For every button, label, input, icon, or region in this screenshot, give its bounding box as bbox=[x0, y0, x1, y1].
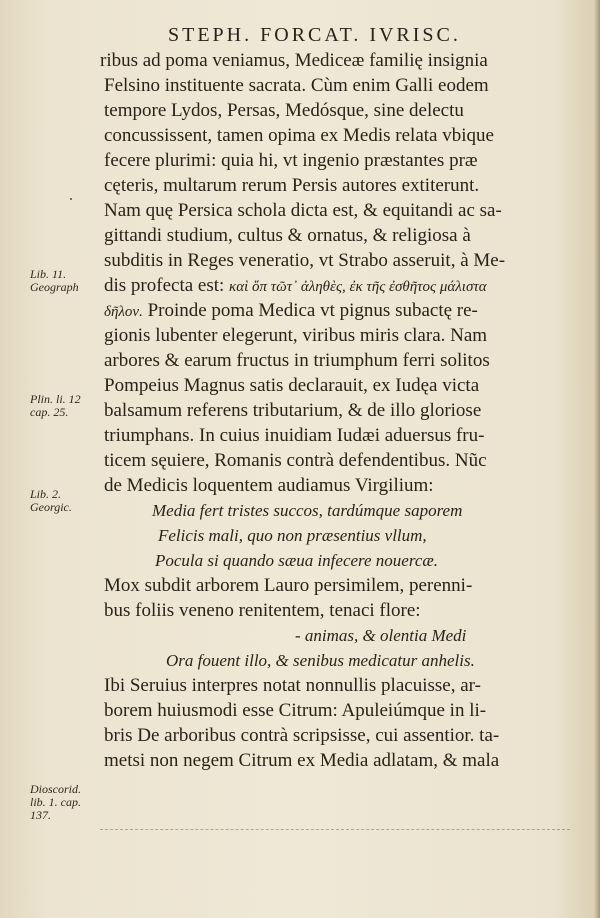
text-line: Pompeius Magnus satis declarauit, ex Iudęa victa bbox=[104, 375, 480, 396]
text-line: borem huiusmodi esse Citrum: Apuleiúmque in li- bbox=[104, 700, 487, 721]
marginal-note-strabo bbox=[30, 268, 102, 294]
running-header: STEPH. FORCAT. IVRISC. bbox=[168, 24, 461, 46]
text-line: ticem sęuiere, Romanis contrà defendentibus. Nũc bbox=[104, 450, 487, 471]
text-line: Nam quę Persica schola dicta est, & equitandi ac sa- bbox=[104, 200, 502, 221]
text-line: triumphans. In cuius inuidiam Iudæi aduersus fru- bbox=[104, 425, 485, 446]
marginal-note-pliny bbox=[30, 393, 102, 419]
bottom-rule bbox=[100, 829, 570, 830]
marginal-note-line: Georgic. bbox=[30, 500, 72, 514]
text-segment: dis profecta est: bbox=[104, 275, 225, 296]
text-line: metsi non negem Citrum ex Media adlatam, & mala bbox=[104, 750, 500, 771]
main-text-block bbox=[100, 48, 570, 773]
text-line: arbores & earum fructus in triumphum ferri solitos bbox=[104, 350, 490, 371]
text-line: subditis in Reges veneratio, vt Strabo asseruit, à Me- bbox=[104, 250, 506, 271]
text-line: Felsino instituente sacrata. Cùm enim Galli eodem bbox=[104, 75, 489, 96]
verse-line: Pocula si quando sæua infecere nouercæ. bbox=[155, 551, 438, 570]
marginal-note-line: lib. 1. cap. bbox=[30, 795, 81, 809]
greek-quotation: καὶ ὅπ τῶτ᾽ ἀληθὲς, ἐκ τῆς ἐσθῆτος μάλιστα bbox=[229, 279, 487, 295]
marginal-note-line: Geograph bbox=[30, 280, 79, 294]
verse-line: Ora fouent illo, & senibus medicatur anhelis. bbox=[166, 651, 475, 670]
marginal-note-virgil bbox=[30, 488, 102, 514]
text-line: ribus ad poma veniamus, Mediceæ familię insignia bbox=[100, 50, 488, 71]
text-line: gionis lubenter elegerunt, viribus miris clara. Nam bbox=[104, 325, 488, 346]
text-line: Ibi Seruius interpres notat nonnullis placuisse, ar- bbox=[104, 675, 481, 696]
marginal-note-line: 137. bbox=[30, 808, 51, 822]
text-line: bus foliis veneno renitentem, tenaci flore: bbox=[104, 600, 421, 621]
page-spine-shadow bbox=[594, 0, 600, 918]
text-line: concussissent, tamen opima ex Medis relata vbique bbox=[104, 125, 494, 146]
text-line: bris De arboribus contrà scripsisse, cui assentior. ta- bbox=[104, 725, 500, 746]
marginal-note-line: Lib. 2. bbox=[30, 487, 62, 501]
text-line: balsamum referens tributarium, & de illo gloriose bbox=[104, 400, 482, 421]
marginal-note-line: Lib. 11. bbox=[30, 267, 67, 281]
text-line: tempore Lydos, Persas, Medósque, sine delectu bbox=[104, 100, 464, 121]
verse-line: - animas, & olentia Medi bbox=[295, 626, 467, 645]
marginal-note-dioscorides bbox=[30, 783, 102, 822]
text-line: fecere plurimi: quia hi, vt ingenio præstantes præ bbox=[104, 150, 478, 171]
marginal-note-line: Plin. li. 12 bbox=[30, 392, 81, 406]
greek-quotation-end: δῆλον. bbox=[104, 304, 143, 320]
text-line: cęteris, multarum rerum Persis autores extiterunt. bbox=[104, 175, 480, 196]
text-line-with-greek bbox=[100, 298, 570, 323]
verse-line: Felicis mali, quo non præsentius vllum, bbox=[158, 526, 427, 545]
text-line-with-greek bbox=[100, 273, 570, 298]
text-line: Mox subdit arborem Lauro persimilem, perenni- bbox=[104, 575, 473, 596]
ink-speck bbox=[70, 198, 72, 200]
marginal-note-line: cap. 25. bbox=[30, 405, 69, 419]
text-segment: Proinde poma Medica vt pignus subactę re- bbox=[147, 300, 478, 321]
text-line: de Medicis loquentem audiamus Virgilium: bbox=[104, 475, 434, 496]
marginal-note-line: Dioscorid. bbox=[30, 782, 81, 796]
verse-line: Media fert tristes succos, tardúmque saporem bbox=[152, 501, 463, 520]
text-line: gittandi studium, cultus & ornatus, & religiosa à bbox=[104, 225, 471, 246]
